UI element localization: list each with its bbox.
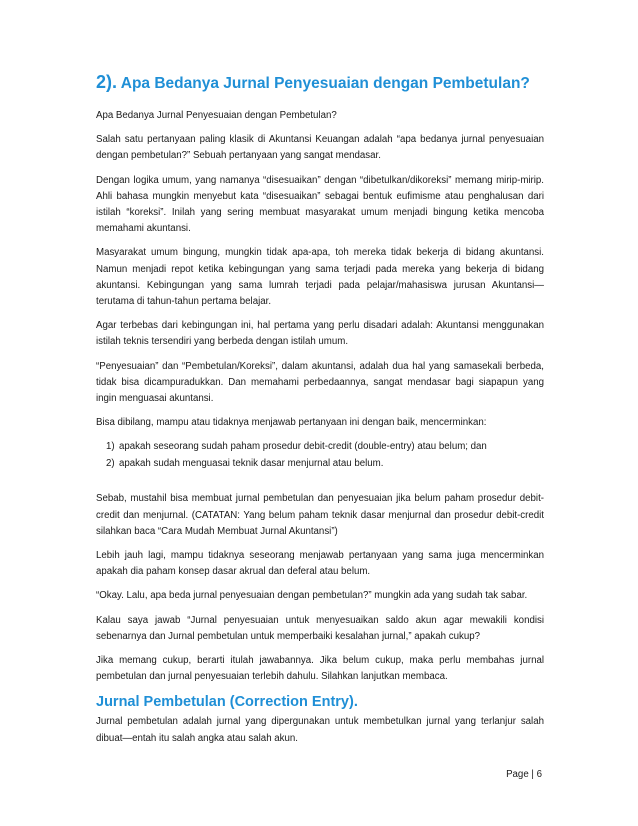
list-item (96, 439, 544, 456)
list-text: apakah seseorang sudah paham prosedur debit-credit (double-entry) atau belum; dan (119, 441, 487, 453)
paragraph: Agar terbebas dari kebingungan ini, hal pertama yang perlu disadari adalah: Akuntansi menggunakan istilah teknis tersendiri yang berbeda dengan istilah umum. (96, 320, 544, 348)
numbered-list (96, 439, 544, 472)
paragraph: Lebih jauh lagi, mampu tidaknya seseorang menjawab pertanyaan yang sama juga mencerminkan apakah dia paham konsep dasar akrual dan deferal atau belum. (96, 550, 544, 578)
paragraph: Jurnal pembetulan adalah jurnal yang dipergunakan untuk membetulkan jurnal yang terlanjur salah dibuat—entah itu salah angka atau salah akun. (96, 716, 544, 744)
paragraph: Apa Bedanya Jurnal Penyesuaian dengan Pembetulan? (96, 110, 337, 121)
paragraph: Salah satu pertanyaan paling klasik di Akuntansi Keuangan adalah “apa bedanya jurnal penyesuaian dengan pembetulan?” Sebuah pertanyaan yang sangat mendasar. (96, 134, 544, 162)
list-number: 2) (106, 457, 115, 469)
paragraph: Sebab, mustahil bisa membuat jurnal pembetulan dan penyesuaian jika belum paham prosedur debit-credit dan menjurnal. (CATATAN: Yang belum paham teknik dasar menjurnal dan prosedur debit-credit silahkan baca “Cara Mudah Membuat Jurnal Akuntansi”) (96, 493, 544, 537)
spacer (96, 480, 544, 491)
paragraph: “Okay. Lalu, apa beda jurnal penyesuaian dengan pembetulan?” mungkin ada yang sudah tak sabar. (96, 590, 528, 602)
section-title: Apa Bedanya Jurnal Penyesuaian dengan Pembetulan? (117, 75, 530, 92)
paragraph: Dengan logika umum, yang namanya “disesuaikan” dengan “dibetulkan/dikoreksi” memang mirip-mirip. Ahli bahasa mungkin menyebut kata “disesuaikan” sebagai bentuk eufimisme atau penghalusan dari istilah “koreksi”. Inilah yang sering membuat masyarakat umum menjadi bingung ketika mencoba memahami akuntansi. (96, 174, 544, 235)
paragraph: “Penyesuaian” dan “Pembetulan/Koreksi”, dalam akuntansi, adalah dua hal yang samasekali berbeda, tidak bisa dicampuradukkan. Dan memahami perbedaannya, sangat mendasar bagi siapapun yang ingin menguasai akuntansi. (96, 360, 544, 405)
subsection-heading: Jurnal Pembetulan (Correction Entry). (96, 694, 358, 711)
list-item (96, 456, 544, 473)
paragraph: Masyarakat umum bingung, mungkin tidak apa-apa, toh mereka tidak bekerja di bidang akuntansi. Namun menjadi repot ketika kebingungan yang sama terjadi pada mereka yang bekerja di bidang akuntansi. Kebingungan yang sama lumrah terjadi pada pelajar/mahasiswa jurusan Akuntansi—terutama di tahun-tahun pertama belajar. (96, 247, 544, 308)
page-number: Page | 6 (506, 769, 542, 780)
page-content (96, 72, 544, 755)
paragraph: Jika memang cukup, berarti itulah jawabannya. Jika belum cukup, maka perlu membahas jurnal pembetulan dan jurnal penyesuaian terlebih dahulu. Silahkan lanjutkan membaca. (96, 655, 544, 683)
paragraph: Kalau saya jawab “Jurnal penyesuaian untuk menyesuaikan saldo akun agar mewakili kondisi sebenarnya dan Jurnal pembetulan untuk memperbaiki kesalahan jurnal,” apakah cukup? (96, 614, 544, 642)
list-number: 1) (106, 441, 115, 453)
list-text: apakah sudah menguasai teknik dasar menjurnal atau belum. (119, 457, 384, 469)
section-heading (96, 72, 544, 94)
paragraph: Bisa dibilang, mampu atau tidaknya menjawab pertanyaan ini dengan baik, mencerminkan: (96, 417, 487, 429)
section-number: 2). (96, 72, 118, 92)
